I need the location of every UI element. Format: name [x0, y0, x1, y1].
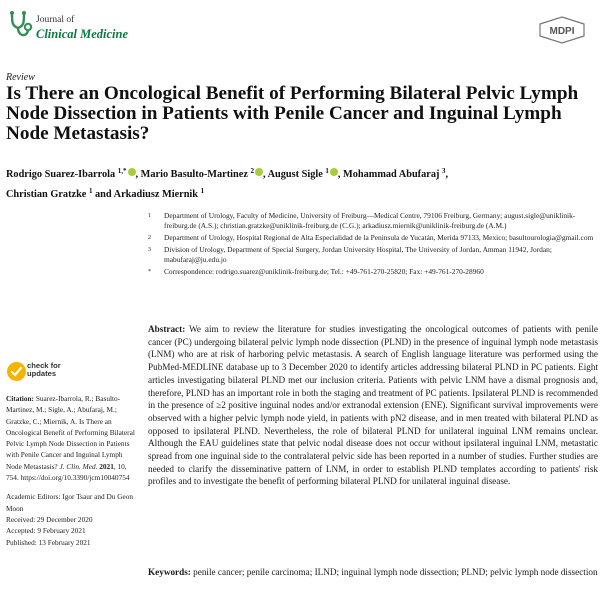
accepted-date: Accepted: 9 February 2021 [6, 526, 86, 536]
author-name[interactable]: Mohammad Abufaraj [343, 169, 442, 180]
check-updates-button[interactable]: check for updates [27, 361, 61, 379]
journal-name: Clinical Medicine [36, 27, 129, 41]
orcid-icon[interactable] [330, 168, 338, 176]
mdpi-logo-icon [538, 16, 586, 44]
author-name[interactable]: Arkadiusz Miernik [113, 189, 201, 200]
affiliation-number: 1 [148, 213, 151, 219]
affiliation-item [148, 267, 598, 277]
affiliation-number: 2 [148, 235, 151, 242]
affiliation-text: Department of Urology, Faculty of Medicine, University of Freiburg—Medical Centre, 79106 Freiburg, Germany; august.sigle@uniklinik-freiburg.de (A.S.); christian.gratzke@uniklinik-freiburg.de (C.G.); arkadiusz.miernik@uniklinik-freiburg.de (A.M.) [164, 211, 576, 231]
abstract-label: Abstract: [148, 324, 186, 334]
author-separator: and [92, 189, 114, 200]
orcid-icon[interactable] [255, 168, 263, 176]
affiliation-text: Division of Urology, Department of Special Surgery, Jordan University Hospital, The University of Jordan, Amman 11942, Jordan; mabufaraj@ju.edu.jo [164, 245, 552, 265]
author-name[interactable]: August Sigle [267, 169, 326, 180]
author-affiliation-marker: 1 [88, 187, 93, 195]
published-date: Published: 13 February 2021 [6, 537, 91, 547]
keywords-label: Keywords: [148, 567, 191, 577]
orcid-icon[interactable] [128, 168, 136, 176]
author-separator: , [445, 169, 449, 180]
journal-of-label: Journal of [36, 15, 75, 25]
affiliation-item [148, 245, 598, 265]
author-affiliation-marker: 1 [325, 167, 329, 175]
citation: Citation: Suarez-Ibarrola, R.; Basulto-Martinez, M.; Sigle, A.; Abufaraj, M.; Gratzke, C.; Miernik, A. Is There an Oncological Benefit of Performing Bilateral Pelvic Lymph Node Dissection in Patients with Penile Cancer and Inguinal Lymph Node Metastasis? J. Clin. Med. 2021, 10, 754. https://doi.org/10.3390/jcm10040754 [6, 394, 135, 483]
publisher-name: MDPI [549, 26, 575, 37]
journal-logo-icon [7, 10, 33, 40]
author-separator: , [337, 169, 344, 180]
author-affiliation-marker: 1,* [117, 167, 127, 175]
check-updates-icon[interactable] [7, 362, 26, 381]
affiliation-number: * [148, 269, 151, 276]
author-name[interactable]: Mario Basulto-Martinez [140, 169, 251, 180]
affiliation-item [148, 233, 598, 243]
affiliation-number: 3 [148, 247, 151, 254]
affiliation-item [148, 211, 598, 231]
keywords [148, 566, 598, 579]
article-type: Review [6, 72, 35, 83]
affiliations [148, 211, 598, 280]
author-name[interactable]: Christian Gratzke [6, 189, 89, 200]
article-title: Is There an Oncological Benefit of Performing Bilateral Pelvic Lymph Node Dissection in Patients with Penile Cancer and Inguinal Lymph Node Metastasis? [6, 83, 579, 144]
academic-editors: Academic Editors: Igor Tsaur and Du Geon Moon [6, 492, 134, 513]
author-separator: , [135, 169, 141, 180]
author-affiliation-marker: 1 [200, 187, 205, 195]
affiliation-text: Correspondence: rodrigo.suarez@uniklinik-freiburg.de; Tel.: +49-761-270-25820; Fax: +49-761-270-28960 [164, 267, 484, 277]
author-separator: , [262, 169, 268, 180]
author-name[interactable]: Rodrigo Suarez-Ibarrola [6, 169, 118, 180]
author-affiliation-marker: 3 [441, 167, 446, 175]
abstract-text: We aim to review the literature for studies investigating the oncological outcomes of patients with penile cancer (PC) undergoing bilateral pelvic lymph node dissection (PLND) in the presence of inguinal lymph node metastasis (LNM) who are at risk of harboring pelvic metastasis. A search of English language literature was performed using the PubMed-MEDLINE database up to 3 December 2020 to identify articles addressing bilateral PLND in PC patients. Eight articles investigating bilateral PLND met our inclusion criteria. Patients with pelvic LNM have a dismal prognosis and, therefore, PLND has an important role in both the staging and treatment of PC patients. Ipsilateral PLND is recommended in the presence of ≥2 positive inguinal nodes and/or extranodal extension (ENE). Significant survival improvements were observed with a higher pelvic lymph node yield, in patients with pN2 disease, and in men treated with bilateral PLND as opposed to ipsilateral PLND. Nevertheless, the role of bilateral PLND for unilateral inguinal LNM remains unclear. Although the EAU guidelines state that pelvic nodal disease does not occur without ipsilateral inguinal LNM, metastatic spread from one inguinal side to the contralateral pelvic side has been reported in a number of studies. Further studies are needed to clarify the disseminative pattern of LNM, in order to establish PLND templates according to patients' risk profiles and to investigate the benefit of performing bilateral PLND for unilateral inguinal disease. [148, 324, 598, 487]
keywords-text: penile cancer; penile carcinoma; ILND; inguinal lymph node dissection; PLND; pelvic lymph node dissection [193, 567, 598, 577]
author-list [6, 163, 596, 203]
affiliation-text: Department of Urology, Hospital Regional de Alta Especialidad de la Peninsula de Yucatán, Merida 97133, Mexico; basultourologia@gmail.com [164, 233, 594, 243]
received-date: Received: 29 December 2020 [6, 514, 93, 524]
author-affiliation-marker: 2 [250, 167, 254, 175]
sidebar [6, 393, 136, 548]
abstract [148, 323, 598, 488]
